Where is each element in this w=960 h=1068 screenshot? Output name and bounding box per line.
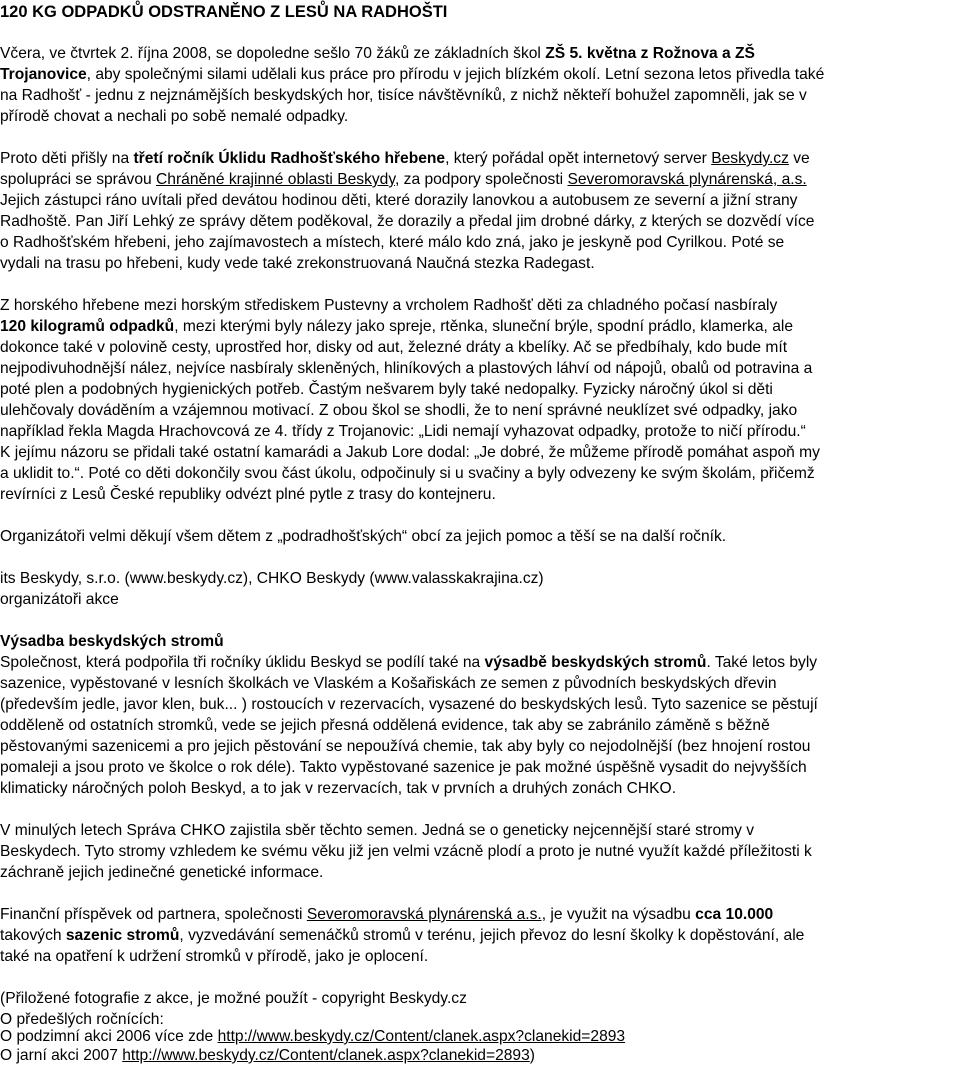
saplings-highlight: sazenic stromů <box>65 927 180 944</box>
paragraph-9-line-4: O jarní akci 2007 http://www.beskydy.cz/Content/clanek.aspx?clanekid=2893) <box>0 1047 535 1064</box>
paragraph-2-line-4: Radhoště. Pan Jiří Lehký ze správy dětem poděkoval, že dorazily a předal jim drobné dárky, z kterých se dozvědí více <box>0 213 815 230</box>
paragraph-8-line-1: Finanční příspěvek od partnera, společnosti Severomoravská plynárenská a.s., je využit na výsadbu cca 10.000 <box>0 906 774 923</box>
paragraph-4: Organizátoři velmi děkují všem dětem z „podradhošťských“ obcí za jejich pomoc a těší se na další ročník. <box>0 528 727 545</box>
paragraph-9-line-1: (Přiložené fotografie z akce, je možné použít - copyright Beskydy.cz <box>0 990 467 1007</box>
paragraph-2-line-5: o Radhošťském hřebeni, jeho zajímavostech a místech, které málo kdo zná, jako je jeskyně pod Cyrilkou. Poté se <box>0 234 785 251</box>
paragraph-3-line-3: dokonce také v polovině cesty, uprostřed hor, disky od aut, železné dráty a kbelíky. Ač se předbíhaly, kdo bude mít <box>0 339 788 356</box>
waste-amount-highlight: 120 kilogramů odpadků <box>0 318 175 335</box>
paragraph-5-line-1: its Beskydy, s.r.o. (www.beskydy.cz), CHKO Beskydy (www.valasskakrajina.cz) <box>0 570 544 587</box>
paragraph-5-line-2: organizátoři akce <box>0 591 119 608</box>
tree-count-highlight: cca 10.000 <box>695 906 774 923</box>
paragraph-7-line-3: záchraně jejich jedinečné genetické informace. <box>0 864 324 881</box>
section-heading: Výsadba beskydských stromů <box>0 633 224 650</box>
paragraph-3-line-10: revírníci z Lesů České republiky odvézt plné pytle z trasy do kontejneru. <box>0 486 496 503</box>
paragraph-6-line-2: sazenice, vypěstované v lesních školkách ve Vlaském a Košařiskách ze semen z původních beskydských dřevin <box>0 675 777 692</box>
autumn-2006-link[interactable]: http://www.beskydy.cz/Content/clanek.aspx?clanekid=2893 <box>217 1028 626 1045</box>
paragraph-2-line-2: spolupráci se správou Chráněné krajinné oblasti Beskydy, za podpory společnosti Severomoravská plynárenská, a.s. <box>0 171 807 188</box>
paragraph-9-line-3: O podzimní akci 2006 více zde http://www.beskydy.cz/Content/clanek.aspx?clanekid=2893 <box>0 1028 626 1045</box>
schools-highlight-2: Trojanovice <box>0 66 87 83</box>
article-title: 120 KG ODPADKŮ ODSTRANĚNO Z LESŮ NA RADHOŠTI <box>0 3 448 21</box>
schools-highlight: ZŠ 5. května z Rožnova a ZŠ <box>545 45 755 62</box>
smp-link-2[interactable]: Severomoravská plynárenská a.s., <box>306 906 547 923</box>
paragraph-6-line-7: klimaticky náročných poloh Beskyd, a to jak v rezervacích, tak v prvních a druhých zonách CHKO. <box>0 780 677 797</box>
paragraph-1-line-2: Trojanovice, aby společnými silami udělali kus práce pro přírodu v jejich blízkém okolí. Letní sezona letos přivedla také <box>0 66 825 83</box>
paragraph-2-line-1: Proto děti přišly na třetí ročník Úklidu Radhošťského hřebene, který pořádal opět internetový server Beskydy.cz ve <box>0 150 810 167</box>
paragraph-6-line-1: Společnost, která podpořila tři ročníky úklidu Beskyd se podílí také na výsadbě beskydských stromů. Také letos byly <box>0 654 818 671</box>
paragraph-6-line-3: (především jedle, javor klen, buk... ) rostoucích v rezervacích, vysazené do beskydských lesů. Tyto sazenice se pěstují <box>0 696 818 713</box>
event-name-highlight: třetí ročník Úklidu Radhošťského hřebene <box>133 150 446 167</box>
paragraph-3-line-7: například řekla Magda Hrachovcová ze 4. třídy z Trojanovic: „Lidi nemají vyhazovat odpadky, protože to ničí přírodu.“ <box>0 423 806 440</box>
paragraph-3-line-5: poté plen a podobných hygienických potřeb. Častým nešvarem byly také nedopalky. Fyzicky náročný úkol si děti <box>0 381 773 398</box>
paragraph-8-line-3: také na opatření k udržení stromků v přírodě, jako je oplocení. <box>0 948 429 965</box>
smp-link[interactable]: Severomoravská plynárenská, a.s. <box>567 171 807 188</box>
paragraph-9-line-2: O předešlých ročnících: <box>0 1011 164 1028</box>
paragraph-3-line-2: 120 kilogramů odpadků, mezi kterými byly nálezy jako spreje, rtěnka, sluneční brýle, spodní prádlo, klamerka, ale <box>0 318 794 335</box>
chko-link[interactable]: Chráněné krajinné oblasti Beskydy <box>156 171 395 188</box>
paragraph-3-line-1: Z horského hřebene mezi horským střediskem Pustevny a vrcholem Radhošť děti za chladného počasí nasbíraly <box>0 297 778 314</box>
paragraph-8-line-2: takových sazenic stromů, vyzvedávání semenáčků stromů v terénu, jejich převoz do lesní školky k dopěstování, ale <box>0 927 805 944</box>
paragraph-3-line-6: ulehčovaly dováděním a vzájemnou motivací. Z obou škol se shodli, že to není správné neuklízet své odpadky, jako <box>0 402 798 419</box>
paragraph-6-line-6: pomaleji a jsou proto ve školce o rok déle). Takto vypěstované sazenice je pak možné úspěšně vysadit do nejvyšších <box>0 759 807 776</box>
paragraph-3-line-9: a uklidit to.“. Poté co děti dokončily svou část úkolu, odpočinuly si u svačiny a byly odvezeny ke svým školám, přičemž <box>0 465 815 482</box>
paragraph-2-line-6: vydali na trasu po hřebeni, kudy vede také zrekonstruovaná Naučná stezka Radegast. <box>0 255 595 272</box>
spring-2007-link[interactable]: http://www.beskydy.cz/Content/clanek.aspx?clanekid=2893 <box>122 1047 530 1064</box>
paragraph-7-line-1: V minulých letech Správa CHKO zajistila sběr těchto semen. Jedná se o geneticky nejcennější staré stromy v <box>0 822 755 839</box>
paragraph-2-line-3: Jejich zástupci ráno uvítali před devátou hodinou děti, které dorazily lanovkou a autobusem ze severní a jižní strany <box>0 192 798 209</box>
tree-planting-highlight: výsadbě beskydských stromů <box>484 654 707 671</box>
paragraph-1-line-3: na Radhošť - jednu z nejznámějších beskydských hor, tisíce návštěvníků, z nichž někteří bohužel zapomněli, jak se v <box>0 87 807 104</box>
paragraph-1-line-1: Včera, ve čtvrtek 2. října 2008, se dopoledne sešlo 70 žáků ze základních škol ZŠ 5. května z Rožnova a ZŠ <box>0 45 755 62</box>
paragraph-1-line-4: přírodě chovat a nechali po sobě nemalé odpadky. <box>0 108 349 125</box>
paragraph-7-line-2: Beskydech. Tyto stromy vzhledem ke svému věku již jen velmi vzácně plodí a proto je nutné využít každé příležitosti k <box>0 843 812 860</box>
paragraph-3-line-8: K jejímu názoru se přidali také ostatní kamarádi a Jakub Lore dodal: „Je dobré, že můžeme přírodě pomáhat aspoň my <box>0 444 820 461</box>
paragraph-6-line-4: odděleně od ostatních stromků, vede se jejich přesná oddělená evidence, tak aby se zabránilo záměně s běžně <box>0 717 770 734</box>
paragraph-3-line-4: nejpodivuhodnější nález, nejvíce nasbíraly skleněných, hliníkových a plastových láhví od nápojů, obalů od potravina a <box>0 360 813 377</box>
paragraph-6-line-5: pěstovanými sazenicemi a pro jejich pěstování se nepoužívá chemie, tak aby byly co nejodolnější (bez hnojení rostou <box>0 738 811 755</box>
beskydy-link[interactable]: Beskydy.cz <box>711 150 789 167</box>
